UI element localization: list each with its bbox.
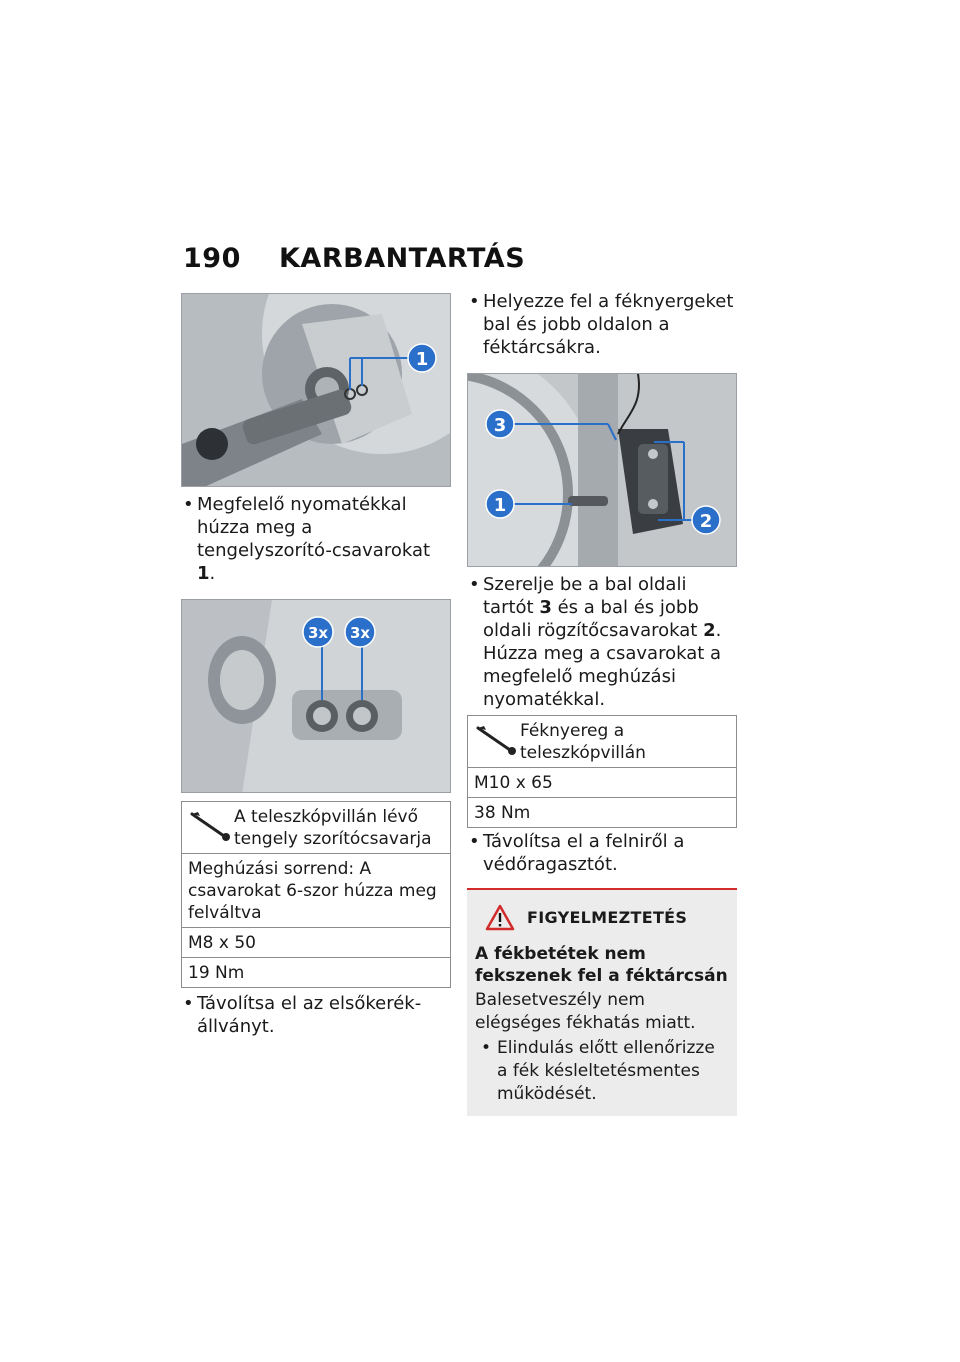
- section-title: KARBANTARTÁS: [279, 243, 526, 274]
- torque-spec-axle-clamp: [181, 801, 451, 988]
- callout-3: 3: [493, 415, 507, 436]
- callout-2: 2: [699, 511, 713, 532]
- warning-box: [467, 888, 737, 1116]
- spec-size: M10 x 65: [468, 767, 736, 797]
- spec-title: Féknyereg a teleszkópvillán: [520, 721, 646, 763]
- axle-clamp-figure: [181, 293, 451, 487]
- step-fit-calipers: • Helyezze fel a féknyergeket bal és jobb oldalon a féktárcsákra.: [467, 290, 737, 359]
- step-remove-stand: • Távolítsa el az elsőkerék-állványt.: [181, 992, 451, 1038]
- torque-wrench-icon: [188, 806, 234, 846]
- spec-torque: 19 Nm: [182, 957, 450, 987]
- torque-spec-caliper: [467, 715, 737, 828]
- spec-header: [182, 802, 450, 853]
- right-column: [467, 290, 737, 1116]
- step-install-bracket: • Szerelje be a bal oldali tartót 3 és a bal és jobb oldali rögzítőcsavarokat 2. Húzza meg a csavarokat a megfelelő meghúzási nyomatékkal.: [467, 573, 737, 711]
- callout-1: 1: [493, 495, 507, 516]
- warning-triangle-icon: [485, 904, 515, 931]
- callout-1: 1: [415, 349, 429, 370]
- left-column: [181, 293, 451, 1038]
- warning-body: Balesetveszély nem elégséges fékhatás miatt.: [475, 990, 696, 1033]
- spec-sequence: Meghúzási sorrend: A csavarokat 6-szor húzza meg felváltva: [182, 853, 450, 927]
- page-number: 190: [183, 243, 241, 274]
- warning-bullet: • Elindulás előtt ellenőrizze a fék késleltetésmentes működését.: [475, 1037, 729, 1106]
- spec-torque: 38 Nm: [468, 797, 736, 827]
- torque-wrench-icon: [474, 720, 520, 760]
- step-tighten-axle-bolts: • Megfelelő nyomatékkal húzza meg a tengelyszorító-csavarokat 1.: [181, 493, 451, 585]
- callout-3x-a: 3x: [307, 624, 329, 642]
- spec-header: [468, 716, 736, 767]
- spec-size: M8 x 50: [182, 927, 450, 957]
- step-remove-protective-tape: • Távolítsa el a felniről a védőragasztót.: [467, 830, 737, 876]
- warning-title: [475, 904, 729, 931]
- warning-heading: A fékbetétek nem fekszenek fel a féktárcsán: [475, 944, 728, 986]
- brake-caliper-figure: [467, 373, 737, 567]
- page-header: [183, 243, 525, 274]
- warning-label: FIGYELMEZTETÉS: [527, 908, 688, 927]
- clamp-bolts-figure: [181, 599, 451, 793]
- callout-3x-b: 3x: [349, 624, 371, 642]
- spec-title: A teleszkópvillán lévő tengely szorítócsavarja: [234, 807, 432, 849]
